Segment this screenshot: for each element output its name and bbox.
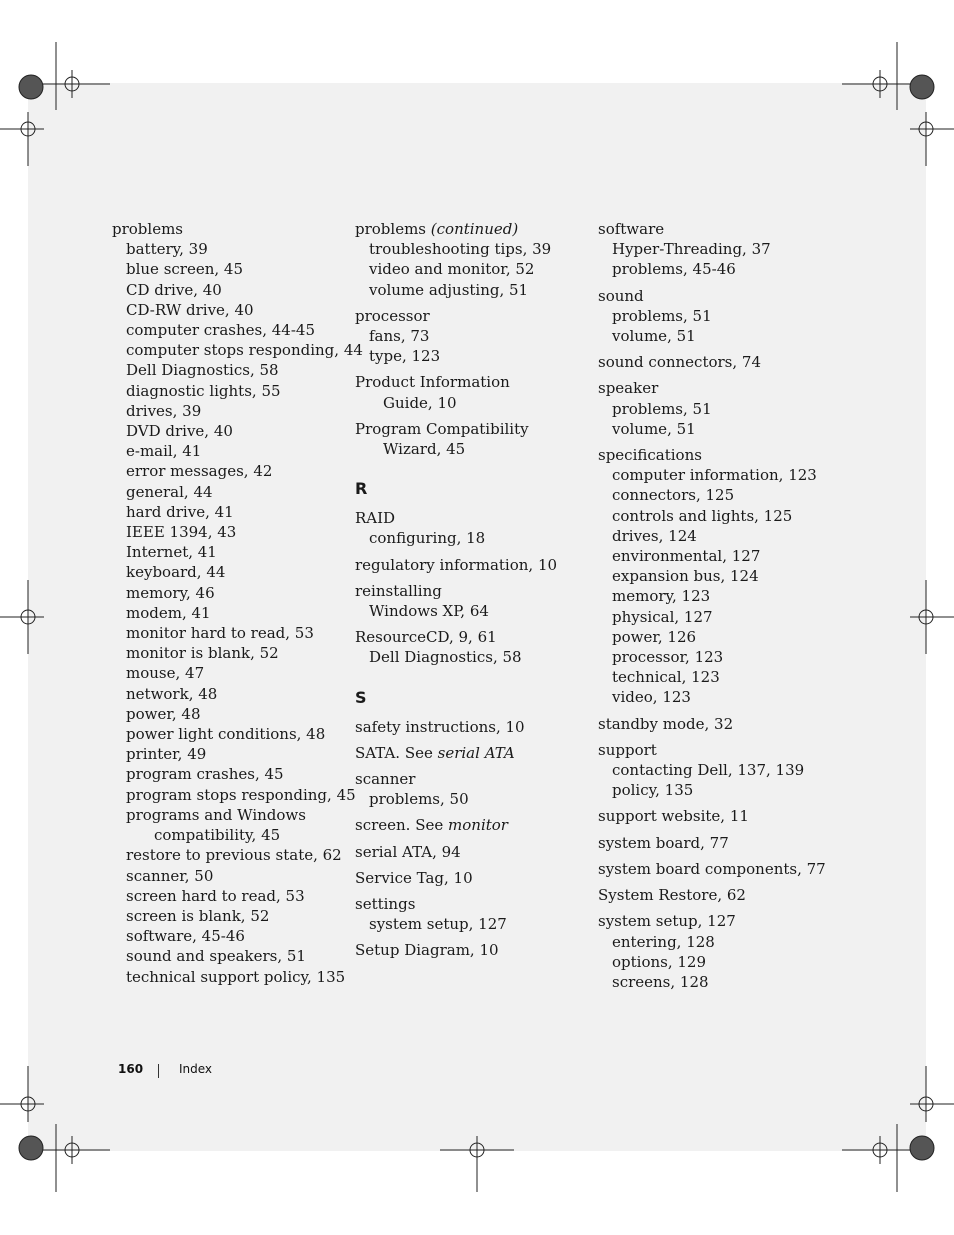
index-text: drives, 124 bbox=[612, 526, 697, 545]
index-term bbox=[598, 885, 833, 905]
index-subterm bbox=[598, 687, 833, 707]
index-term bbox=[355, 581, 590, 601]
index-text: monitor is blank, 52 bbox=[126, 644, 279, 663]
index-term bbox=[355, 894, 590, 914]
index-text: specifications bbox=[598, 446, 702, 465]
index-column-3 bbox=[598, 219, 833, 998]
index-text: safety instructions, 10 bbox=[355, 717, 525, 736]
index-entry bbox=[355, 842, 590, 862]
index-subterm bbox=[598, 586, 833, 606]
index-text: entering, 128 bbox=[612, 932, 715, 951]
index-text: Windows XP, 64 bbox=[369, 602, 489, 621]
index-text: processor bbox=[355, 306, 430, 325]
index-subterm bbox=[112, 522, 347, 542]
index-text: mouse, 47 bbox=[126, 664, 205, 683]
index-entry bbox=[355, 419, 590, 459]
index-subterm bbox=[112, 280, 347, 300]
index-subterm bbox=[598, 419, 833, 439]
index-text: e-mail, 41 bbox=[126, 442, 202, 461]
index-subterm bbox=[598, 465, 833, 485]
index-subterm bbox=[598, 485, 833, 505]
index-text: modem, 41 bbox=[126, 603, 211, 622]
index-text: program stops responding, 45 bbox=[126, 785, 356, 804]
index-text: compatibility, 45 bbox=[154, 826, 281, 845]
index-subterm bbox=[112, 906, 347, 926]
index-text: printer, 49 bbox=[126, 745, 207, 764]
index-entry bbox=[598, 352, 833, 372]
index-subterm bbox=[112, 562, 347, 582]
index-text: problems, 51 bbox=[612, 306, 712, 325]
index-subterm bbox=[112, 441, 347, 461]
index-subterm bbox=[112, 866, 347, 886]
index-text: System Restore, 62 bbox=[598, 886, 746, 905]
index-term bbox=[598, 286, 833, 306]
index-text: drives, 39 bbox=[126, 401, 202, 420]
index-term bbox=[355, 815, 590, 835]
index-text: regulatory information, 10 bbox=[355, 555, 558, 574]
index-text: error messages, 42 bbox=[126, 462, 273, 481]
index-text: volume adjusting, 51 bbox=[369, 280, 529, 299]
index-entry bbox=[355, 306, 590, 367]
index-subterm bbox=[598, 306, 833, 326]
index-text: software bbox=[598, 220, 665, 238]
index-text: support bbox=[598, 740, 657, 759]
index-entry bbox=[598, 833, 833, 853]
index-text: screens, 128 bbox=[612, 972, 709, 991]
index-subterm bbox=[112, 744, 347, 764]
index-text: video, 123 bbox=[612, 688, 691, 707]
index-subterm bbox=[112, 603, 347, 623]
index-subterm bbox=[112, 623, 347, 643]
index-text: sound and speakers, 51 bbox=[126, 947, 306, 966]
index-text: settings bbox=[355, 895, 416, 914]
index-entry bbox=[355, 508, 590, 548]
index-text: configuring, 18 bbox=[369, 529, 486, 548]
index-text: Dell Diagnostics, 58 bbox=[369, 648, 522, 667]
index-subterm bbox=[355, 528, 590, 548]
index-term bbox=[355, 419, 590, 439]
index-text: problems bbox=[355, 220, 431, 238]
index-italic-text: (continued) bbox=[430, 220, 519, 238]
index-text: controls and lights, 125 bbox=[612, 506, 793, 525]
index-subterm bbox=[355, 326, 590, 346]
index-subterm bbox=[355, 393, 590, 413]
index-term bbox=[355, 372, 590, 392]
index-text: type, 123 bbox=[369, 347, 441, 366]
index-text: problems, 50 bbox=[369, 790, 469, 809]
index-entry bbox=[598, 714, 833, 734]
index-text: system board components, 77 bbox=[598, 859, 826, 878]
section-letter-s: S bbox=[355, 687, 367, 707]
index-subterm bbox=[355, 601, 590, 621]
index-entry bbox=[355, 769, 590, 809]
index-subterm bbox=[112, 663, 347, 683]
index-text: Dell Diagnostics, 58 bbox=[126, 361, 279, 380]
index-text: problems, 45-46 bbox=[612, 260, 736, 279]
index-entry bbox=[355, 815, 590, 835]
index-text: support website, 11 bbox=[598, 807, 749, 826]
index-text: computer information, 123 bbox=[612, 466, 817, 485]
index-text: Program Compatibility bbox=[355, 419, 529, 438]
index-term bbox=[355, 306, 590, 326]
index-text: video and monitor, 52 bbox=[369, 260, 535, 279]
index-subterm bbox=[112, 482, 347, 502]
index-term bbox=[598, 806, 833, 826]
index-term bbox=[355, 627, 590, 647]
index-subterm bbox=[112, 764, 347, 784]
index-subterm bbox=[112, 946, 347, 966]
index-text: IEEE 1394, 43 bbox=[126, 523, 237, 542]
index-term bbox=[355, 868, 590, 888]
index-subterm bbox=[598, 780, 833, 800]
index-subterm bbox=[112, 684, 347, 704]
index-entry bbox=[355, 868, 590, 888]
index-term bbox=[598, 714, 833, 734]
index-text: system setup, 127 bbox=[598, 912, 736, 931]
index-subterm bbox=[112, 259, 347, 279]
index-term bbox=[355, 508, 590, 528]
index-entry bbox=[598, 859, 833, 879]
index-text: technical, 123 bbox=[612, 668, 720, 687]
index-subterm bbox=[112, 785, 356, 805]
index-term bbox=[598, 219, 833, 239]
index-text: connectors, 125 bbox=[612, 486, 735, 505]
index-text: Service Tag, 10 bbox=[355, 868, 473, 887]
index-text: blue screen, 45 bbox=[126, 260, 244, 279]
index-subterm bbox=[112, 967, 347, 987]
index-entry bbox=[598, 740, 833, 801]
index-text: volume, 51 bbox=[612, 327, 696, 346]
index-entry bbox=[355, 743, 590, 763]
index-text: scanner, 50 bbox=[126, 866, 214, 885]
index-text: system setup, 127 bbox=[369, 915, 507, 934]
index-text: Setup Diagram, 10 bbox=[355, 941, 499, 960]
index-text: diagnostic lights, 55 bbox=[126, 381, 281, 400]
index-text: expansion bus, 124 bbox=[612, 567, 759, 586]
index-text: troubleshooting tips, 39 bbox=[369, 240, 552, 259]
index-entry bbox=[355, 717, 590, 737]
section-letter-r: R bbox=[355, 479, 368, 499]
index-subterm bbox=[598, 506, 833, 526]
index-text: problems, 51 bbox=[612, 399, 712, 418]
index-text: restore to previous state, 62 bbox=[126, 846, 342, 865]
index-text: policy, 135 bbox=[612, 781, 694, 800]
index-entry bbox=[355, 627, 590, 667]
index-subterm bbox=[112, 239, 347, 259]
index-text: Wizard, 45 bbox=[383, 440, 466, 459]
index-subterm bbox=[598, 952, 833, 972]
index-subterm bbox=[598, 259, 833, 279]
index-text: power light conditions, 48 bbox=[126, 725, 326, 744]
index-text: CD drive, 40 bbox=[126, 280, 222, 299]
index-text: Hyper-Threading, 37 bbox=[612, 240, 771, 259]
index-text: keyboard, 44 bbox=[126, 563, 226, 582]
index-text: hard drive, 41 bbox=[126, 502, 234, 521]
index-subterm bbox=[598, 239, 833, 259]
index-subterm bbox=[112, 825, 347, 845]
footer-divider bbox=[158, 1064, 159, 1078]
index-text: fans, 73 bbox=[369, 327, 430, 346]
index-text: Product Information bbox=[355, 373, 510, 392]
section-name: Index bbox=[179, 1062, 213, 1076]
index-subterm bbox=[355, 280, 590, 300]
index-text: software, 45-46 bbox=[126, 927, 245, 946]
index-text: memory, 46 bbox=[126, 583, 215, 602]
index-subterm bbox=[598, 667, 833, 687]
index-subterm bbox=[112, 845, 347, 865]
index-subterm bbox=[112, 421, 347, 441]
index-subterm bbox=[112, 542, 347, 562]
index-subterm bbox=[598, 972, 833, 992]
index-term bbox=[598, 911, 833, 931]
index-entry bbox=[355, 372, 590, 412]
index-entry bbox=[598, 219, 833, 280]
index-text: program crashes, 45 bbox=[126, 765, 284, 784]
index-text: Internet, 41 bbox=[126, 543, 217, 562]
index-subterm bbox=[112, 320, 347, 340]
index-term bbox=[598, 378, 833, 398]
index-subterm bbox=[598, 566, 833, 586]
index-text: system board, 77 bbox=[598, 833, 729, 852]
index-term bbox=[598, 833, 833, 853]
index-term bbox=[355, 769, 590, 789]
index-text: Guide, 10 bbox=[383, 393, 457, 412]
index-term bbox=[598, 445, 833, 465]
index-subterm bbox=[112, 300, 347, 320]
index-text: sound bbox=[598, 286, 644, 305]
index-subterm bbox=[355, 789, 590, 809]
index-subterm bbox=[598, 546, 833, 566]
index-subterm bbox=[598, 607, 833, 627]
index-term bbox=[598, 352, 833, 372]
index-subterm bbox=[112, 381, 347, 401]
index-text: speaker bbox=[598, 379, 659, 398]
index-term bbox=[112, 219, 347, 239]
index-text: reinstalling bbox=[355, 581, 442, 600]
index-italic-text: serial ATA bbox=[437, 743, 515, 762]
index-subterm bbox=[598, 932, 833, 952]
index-subterm bbox=[112, 583, 347, 603]
index-subterm bbox=[598, 399, 833, 419]
index-subterm bbox=[112, 704, 347, 724]
index-text: physical, 127 bbox=[612, 607, 713, 626]
index-text: contacting Dell, 137, 139 bbox=[612, 761, 805, 780]
index-subterm bbox=[112, 502, 347, 522]
index-entry bbox=[598, 806, 833, 826]
index-subterm bbox=[355, 239, 590, 259]
index-text: SATA. See bbox=[355, 743, 438, 762]
index-text: ResourceCD, 9, 61 bbox=[355, 628, 497, 647]
index-text: options, 129 bbox=[612, 952, 707, 971]
index-text: environmental, 127 bbox=[612, 547, 761, 566]
index-subterm bbox=[112, 643, 347, 663]
index-text: network, 48 bbox=[126, 684, 218, 703]
index-term bbox=[355, 743, 590, 763]
page-footer bbox=[118, 1062, 213, 1076]
index-text: power, 126 bbox=[612, 627, 697, 646]
index-entry bbox=[598, 885, 833, 905]
index-subterm bbox=[112, 401, 347, 421]
index-subterm bbox=[598, 526, 833, 546]
index-text: power, 48 bbox=[126, 704, 201, 723]
index-text: general, 44 bbox=[126, 482, 213, 501]
index-term bbox=[355, 842, 590, 862]
index-term bbox=[355, 717, 590, 737]
index-subterm bbox=[598, 760, 833, 780]
index-entry bbox=[598, 378, 833, 439]
index-term bbox=[598, 859, 833, 879]
index-subterm bbox=[112, 340, 363, 360]
index-text: technical support policy, 135 bbox=[126, 967, 346, 986]
index-subterm bbox=[112, 886, 347, 906]
index-text: volume, 51 bbox=[612, 419, 696, 438]
index-text: programs and Windows bbox=[126, 805, 306, 824]
index-text: monitor hard to read, 53 bbox=[126, 624, 314, 643]
index-italic-text: monitor bbox=[448, 816, 508, 835]
index-text: screen hard to read, 53 bbox=[126, 886, 305, 905]
index-entry bbox=[598, 445, 833, 708]
index-text: screen. See bbox=[355, 816, 449, 835]
index-text: processor, 123 bbox=[612, 648, 724, 667]
index-text: screen is blank, 52 bbox=[126, 906, 270, 925]
index-entry bbox=[355, 894, 590, 934]
index-subterm bbox=[112, 724, 347, 744]
index-entry bbox=[355, 555, 590, 575]
index-text: battery, 39 bbox=[126, 240, 208, 259]
index-term bbox=[355, 555, 590, 575]
index-text: RAID bbox=[355, 509, 396, 528]
page-number: 160 bbox=[118, 1062, 144, 1076]
index-subterm bbox=[598, 326, 833, 346]
index-subterm bbox=[355, 914, 590, 934]
index-entry bbox=[598, 286, 833, 347]
index-text: serial ATA, 94 bbox=[355, 842, 461, 861]
index-term bbox=[355, 940, 590, 960]
index-subterm bbox=[112, 360, 347, 380]
index-subterm bbox=[112, 926, 347, 946]
index-text: scanner bbox=[355, 770, 416, 789]
index-text: standby mode, 32 bbox=[598, 714, 734, 733]
index-column-1 bbox=[112, 219, 363, 993]
index-text: DVD drive, 40 bbox=[126, 422, 233, 441]
index-text: memory, 123 bbox=[612, 587, 711, 606]
index-entry bbox=[355, 581, 590, 621]
index-subterm bbox=[598, 647, 833, 667]
index-entry bbox=[112, 219, 363, 987]
index-text: problems bbox=[112, 220, 184, 238]
index-column-2 bbox=[355, 219, 590, 967]
index-subterm bbox=[112, 805, 347, 825]
index-entry bbox=[355, 940, 590, 960]
index-text: CD-RW drive, 40 bbox=[126, 300, 254, 319]
index-term bbox=[598, 740, 833, 760]
index-term bbox=[355, 219, 590, 239]
index-entry bbox=[355, 219, 590, 300]
index-subterm bbox=[355, 647, 590, 667]
index-entry bbox=[598, 911, 833, 992]
index-subterm bbox=[598, 627, 833, 647]
index-text: sound connectors, 74 bbox=[598, 353, 762, 372]
index-subterm bbox=[355, 259, 590, 279]
index-text: computer crashes, 44-45 bbox=[126, 321, 315, 340]
index-subterm bbox=[355, 346, 590, 366]
index-subterm bbox=[112, 461, 347, 481]
index-text: computer stops responding, 44 bbox=[126, 341, 363, 360]
index-subterm bbox=[355, 439, 590, 459]
